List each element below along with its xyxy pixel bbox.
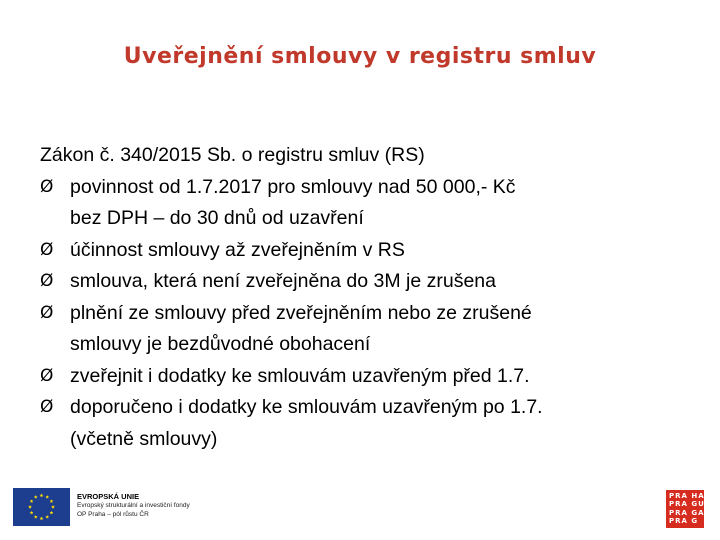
bullet-text-line: účinnost smlouvy až zveřejněním v RS — [70, 238, 405, 261]
eu-star-icon — [50, 499, 54, 503]
eu-star-icon — [45, 515, 49, 519]
eu-title: EVROPSKÁ UNIE — [77, 492, 140, 501]
bullet-item — [40, 172, 690, 235]
bullet-list — [40, 172, 690, 456]
eu-star-icon — [30, 511, 34, 515]
eu-star-icon — [28, 505, 32, 509]
praha-logo-line: PRA HA — [669, 492, 705, 500]
praha-logo-line: PRA GA — [669, 508, 705, 517]
slide-content — [40, 140, 690, 455]
eu-flag-icon — [13, 488, 70, 526]
bullet-item — [40, 361, 690, 393]
arrow-bullet-icon: Ø — [40, 302, 54, 323]
bullet-text-line: bez DPH – do 30 dnů od uzavření — [70, 207, 364, 229]
praha-logo-line: PRA GUE — [669, 500, 711, 509]
bullet-text-line: smlouva, která není zveřejněna do 3M je zrušena — [70, 270, 496, 292]
bullet-item — [40, 266, 690, 298]
eu-star-icon — [30, 499, 34, 503]
eu-star-icon — [51, 505, 55, 509]
eu-star-icon — [34, 515, 38, 519]
bullet-text-line: (včetně smlouvy) — [70, 427, 218, 450]
bullet-text-line: plnění ze smlouvy před zveřejněním nebo ze zrušené — [70, 301, 532, 324]
bullet-text-line: doporučeno i dodatky ke smlouvám uzavřeným po 1.7. — [70, 396, 543, 418]
praha-logo-icon — [666, 490, 711, 528]
arrow-bullet-icon: Ø — [40, 239, 54, 260]
eu-line: Evropský strukturální a investiční fondy — [77, 502, 190, 509]
bullet-item — [40, 392, 690, 455]
bullet-text-line: zveřejnit i dodatky ke smlouvám uzavřeným před 1.7. — [70, 364, 530, 387]
slide-title: Uveřejnění smlouvy v registru smluv — [123, 44, 597, 69]
bullet-item — [40, 298, 690, 361]
bullet-item — [40, 235, 690, 267]
praha-logo-line: PRA G — [669, 516, 699, 525]
arrow-bullet-icon: Ø — [40, 271, 54, 291]
eu-star-icon — [40, 517, 44, 521]
eu-line: OP Praha – pól růstu ČR — [77, 510, 149, 518]
arrow-bullet-icon: Ø — [40, 397, 54, 417]
eu-star-icon — [45, 495, 49, 499]
law-heading: Zákon č. 340/2015 Sb. o registru smluv (RS) — [40, 144, 425, 166]
eu-funding-text — [77, 492, 227, 519]
arrow-bullet-icon: Ø — [40, 365, 54, 386]
bullet-text-line: smlouvy je bezdůvodné obohacení — [70, 333, 371, 355]
bullet-text-line: povinnost od 1.7.2017 pro smlouvy nad 50 000,- Kč — [70, 175, 516, 198]
eu-star-icon — [40, 494, 44, 498]
eu-star-icon — [50, 511, 54, 515]
eu-star-icon — [34, 495, 38, 499]
arrow-bullet-icon: Ø — [40, 176, 54, 197]
footer — [0, 484, 720, 540]
